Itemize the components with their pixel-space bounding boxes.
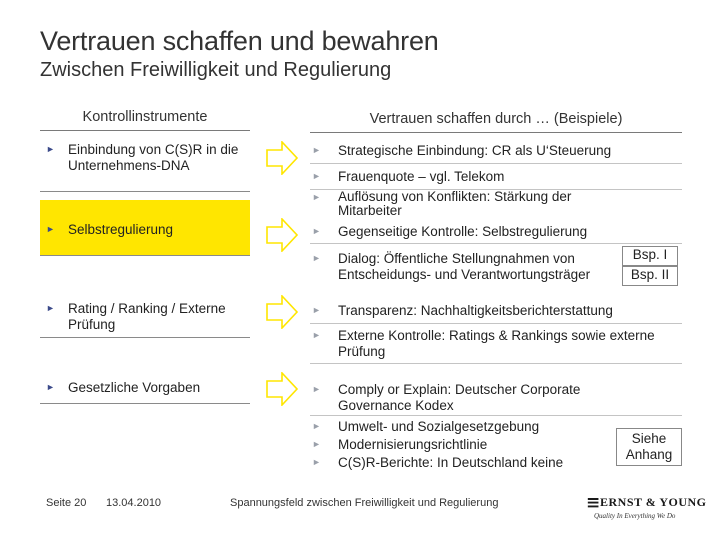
right-row bbox=[310, 376, 682, 416]
right-row bbox=[310, 136, 682, 164]
left-item-box-4 bbox=[40, 376, 250, 404]
ernst-young-logo bbox=[586, 493, 707, 524]
triangle-bullet-icon: ► bbox=[312, 305, 321, 315]
appendix-badge-line1: Siehe bbox=[631, 431, 667, 446]
triangle-bullet-icon: ► bbox=[312, 439, 321, 449]
page-number: Seite 20 bbox=[46, 497, 87, 509]
right-row bbox=[310, 190, 682, 220]
right-item-text: Umwelt- und Sozialgesetzgebung bbox=[338, 419, 540, 434]
right-item-text: Dialog: Öffentliche Stellungnahmen von Entscheidungs- und Verantwortungsträger bbox=[338, 251, 591, 282]
right-arrow-outline-icon bbox=[266, 218, 298, 252]
slide-subtitle: Zwischen Freiwilligkeit und Regulierung bbox=[40, 59, 392, 81]
appendix-badge bbox=[616, 428, 682, 466]
left-item-label: Gesetzliche Vorgaben bbox=[68, 380, 201, 395]
right-item-text: Gegenseitige Kontrolle: Selbstregulierung bbox=[338, 224, 588, 239]
right-column-header: Vertrauen schaffen durch … (Beispiele) bbox=[369, 111, 623, 127]
right-list-item bbox=[310, 454, 610, 472]
triangle-bullet-icon: ► bbox=[312, 421, 321, 431]
left-item-label: Einbindung von C(S)R in die Unternehmens-DNA bbox=[68, 142, 239, 173]
triangle-bullet-icon: ► bbox=[312, 253, 321, 263]
logo-slogan: Quality In Everything We Do bbox=[594, 512, 676, 520]
right-row bbox=[310, 324, 682, 364]
right-arrow-outline-icon bbox=[266, 295, 298, 329]
logo-wordmark: ERNST & YOUNG bbox=[600, 495, 707, 509]
right-row bbox=[310, 222, 682, 244]
right-item-text: Comply or Explain: Deutscher Corporate Governance Kodex bbox=[338, 382, 581, 413]
left-item-box-1 bbox=[40, 136, 250, 192]
left-header-rule bbox=[40, 130, 250, 131]
right-item-text: Externe Kontrolle: Ratings & Rankings sowie externe Prüfung bbox=[338, 328, 655, 359]
triangle-bullet-icon: ► bbox=[46, 224, 55, 234]
left-column-header: Kontrollinstrumente bbox=[82, 109, 208, 125]
right-item-text: Modernisierungsrichtlinie bbox=[338, 437, 488, 452]
right-row bbox=[310, 164, 682, 190]
example-badge-1: Bsp. I bbox=[622, 246, 678, 266]
triangle-bullet-icon: ► bbox=[312, 226, 321, 236]
logo-mark-icon: ≡ bbox=[586, 493, 601, 513]
right-list bbox=[310, 418, 610, 476]
left-item-label: Rating / Ranking / Externe Prüfung bbox=[68, 301, 226, 332]
triangle-bullet-icon: ► bbox=[46, 144, 55, 154]
right-arrow-outline-icon bbox=[266, 372, 298, 406]
triangle-bullet-icon: ► bbox=[312, 171, 321, 181]
footer-date: 13.04.2010 bbox=[106, 497, 162, 509]
left-item-box-2 bbox=[40, 200, 250, 256]
right-list-item bbox=[310, 418, 610, 436]
left-item-label: Selbstregulierung bbox=[68, 222, 174, 237]
triangle-bullet-icon: ► bbox=[312, 145, 321, 155]
appendix-badge-line2: Anhang bbox=[625, 447, 673, 462]
right-item-text: Transparenz: Nachhaltigkeitsberichterstattung bbox=[338, 303, 613, 318]
triangle-bullet-icon: ► bbox=[312, 192, 321, 202]
right-item-text: Frauenquote – vgl. Telekom bbox=[338, 169, 505, 184]
triangle-bullet-icon: ► bbox=[46, 303, 55, 313]
right-list-item bbox=[310, 436, 610, 454]
slide-title: Vertrauen schaffen und bewahren bbox=[40, 26, 439, 56]
triangle-bullet-icon: ► bbox=[312, 457, 321, 467]
footer-caption: Spannungsfeld zwischen Freiwilligkeit und Regulierung bbox=[230, 497, 499, 509]
triangle-bullet-icon: ► bbox=[46, 382, 55, 392]
triangle-bullet-icon: ► bbox=[312, 384, 321, 394]
example-badge-2: Bsp. II bbox=[622, 266, 678, 286]
right-item-text: Auflösung von Konflikten: Stärkung der Mitarbeiter bbox=[338, 189, 572, 218]
right-row bbox=[310, 296, 682, 324]
left-item-box-3 bbox=[40, 298, 250, 338]
right-header-rule bbox=[310, 132, 682, 133]
right-arrow-outline-icon bbox=[266, 141, 298, 175]
triangle-bullet-icon: ► bbox=[312, 330, 321, 340]
right-item-text: Strategische Einbindung: CR als U‘Steuerung bbox=[338, 143, 612, 158]
right-item-text: C(S)R-Berichte: In Deutschland keine bbox=[338, 455, 564, 470]
